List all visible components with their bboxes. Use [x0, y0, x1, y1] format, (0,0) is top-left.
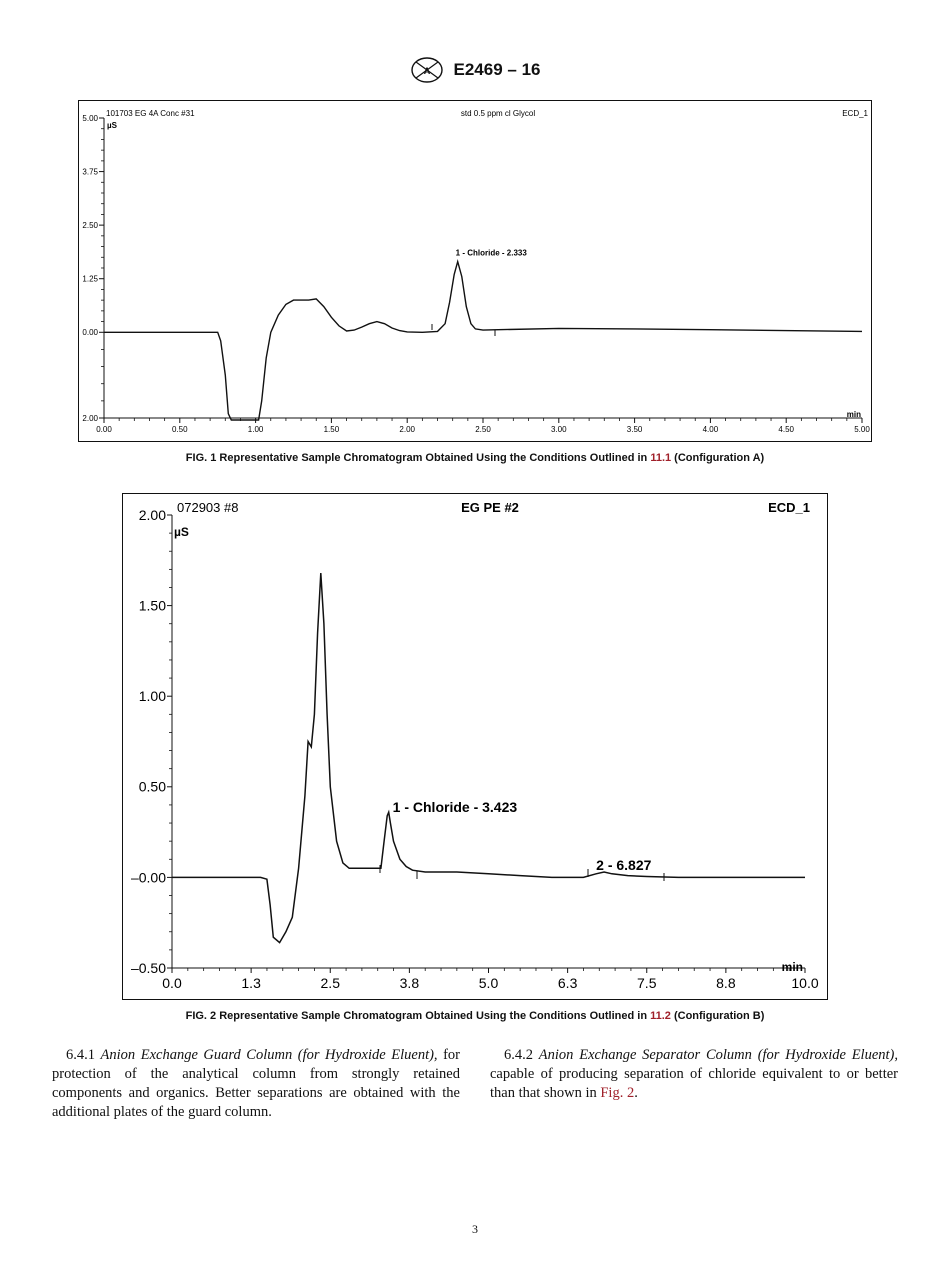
- figure-2-caption: FIG. 2 Representative Sample Chromatogram Obtained Using the Conditions Outlined in 11.2 (Configuration B): [185, 1010, 765, 1022]
- page-header: [0, 56, 950, 84]
- x-tick-label: 10.0: [791, 975, 819, 991]
- y-tick-label: 0.00: [82, 328, 98, 338]
- section-6-4-2: 6.4.2 Anion Exchange Separator Column (for Hydroxide Eluent), capable of producing separation of chloride equivalent to or better than that shown in Fig. 2.: [490, 1047, 899, 1101]
- x-tick-label: 0.00: [96, 425, 112, 434]
- y-tick-label: 5.00: [82, 113, 98, 123]
- x-tick-label: 5.0: [478, 975, 499, 991]
- x-tick-label: 5.00: [854, 425, 870, 434]
- page-number: 3: [472, 1222, 478, 1236]
- y-axis-ticks: [131, 507, 172, 976]
- figure-2-section-link[interactable]: 11.2: [650, 1010, 671, 1022]
- svg-text:A: A: [423, 66, 430, 76]
- x-tick-label: 1.50: [323, 425, 340, 434]
- section-title: Anion Exchange Separator Column (for Hydroxide Eluent),: [538, 1047, 899, 1063]
- x-axis-label: min: [781, 960, 803, 974]
- x-tick-label: 2.5: [320, 975, 340, 991]
- chart-header-right: ECD_1: [842, 109, 868, 118]
- y-tick-label: 1.00: [138, 688, 166, 705]
- figure-2-link[interactable]: Fig. 2: [600, 1085, 635, 1101]
- x-tick-label: 2.50: [475, 425, 491, 434]
- y-tick-label: 2.00: [138, 506, 166, 523]
- figure-1-caption: FIG. 1 Representative Sample Chromatogram Obtained Using the Conditions Outlined in 11.1 (Configuration A): [185, 452, 765, 464]
- x-axis-ticks: [96, 418, 870, 434]
- peak-label-chloride: 1 - Chloride - 3.423: [392, 799, 518, 816]
- chart-title: std 0.5 ppm cl Glycol: [460, 109, 536, 118]
- y-axis-label: µS: [174, 525, 189, 539]
- y-tick-label: 1.50: [138, 597, 166, 614]
- y-tick-label: –0.00: [130, 869, 166, 886]
- x-tick-label: 3.00: [551, 425, 567, 434]
- x-axis-label: min: [846, 410, 861, 419]
- x-tick-label: 0.50: [172, 425, 188, 434]
- y-axis-label: µS: [107, 121, 117, 130]
- chart-header-right: ECD_1: [768, 500, 810, 515]
- figure-2-chromatogram: [122, 493, 828, 1001]
- figure-1-section-link[interactable]: 11.1: [650, 452, 672, 464]
- chart-title: EG PE #2: [461, 500, 519, 515]
- x-tick-label: 4.00: [702, 425, 719, 434]
- chart-header-left: 101703 EG 4A Conc #31: [106, 109, 195, 118]
- peak-label-2: 2 - 6.827: [596, 856, 652, 873]
- x-tick-label: 4.50: [778, 425, 794, 434]
- x-tick-label: 1.00: [247, 425, 264, 434]
- y-tick-label: 0.50: [138, 778, 166, 795]
- y-tick-label: 2.00: [82, 413, 98, 423]
- chromatogram-trace: [104, 262, 862, 420]
- x-tick-label: 6.3: [557, 975, 578, 991]
- y-tick-label: –0.50: [130, 959, 166, 976]
- x-tick-label: 3.8: [399, 975, 420, 991]
- section-number: 6.4.2: [504, 1047, 539, 1063]
- x-tick-label: 1.3: [241, 975, 261, 991]
- section-text: capable of producing separation of chloride equivalent to or better than that shown in: [490, 1066, 898, 1101]
- astm-logo-icon: [410, 56, 444, 84]
- x-tick-label: 0.0: [162, 975, 182, 991]
- chart-header-left: 072903 #8: [177, 500, 239, 515]
- standard-designation: E2469 – 16: [453, 60, 541, 79]
- x-axis-ticks: [162, 968, 819, 991]
- y-tick-label: 2.50: [82, 220, 98, 230]
- y-tick-label: 1.25: [82, 274, 98, 284]
- section-text: for protection of the analytical column from strongly retained components and organics. Better separations are obtained with the additional plates of the guard column.: [52, 1047, 460, 1120]
- section-title: Anion Exchange Guard Column (for Hydroxide Eluent),: [100, 1047, 438, 1063]
- x-tick-label: 3.50: [626, 425, 643, 434]
- x-tick-label: 7.5: [637, 975, 657, 991]
- x-tick-label: 8.8: [716, 975, 736, 991]
- section-number: 6.4.1: [66, 1047, 101, 1063]
- x-tick-label: 2.00: [399, 425, 415, 434]
- section-6-4-1: [52, 1046, 460, 1122]
- peak-label-chloride: 1 - Chloride - 2.333: [455, 248, 527, 258]
- chromatogram-trace: [172, 573, 805, 943]
- y-axis-ticks: [82, 114, 104, 423]
- figure-1-chromatogram: [78, 100, 872, 442]
- y-tick-label: 3.75: [82, 167, 98, 177]
